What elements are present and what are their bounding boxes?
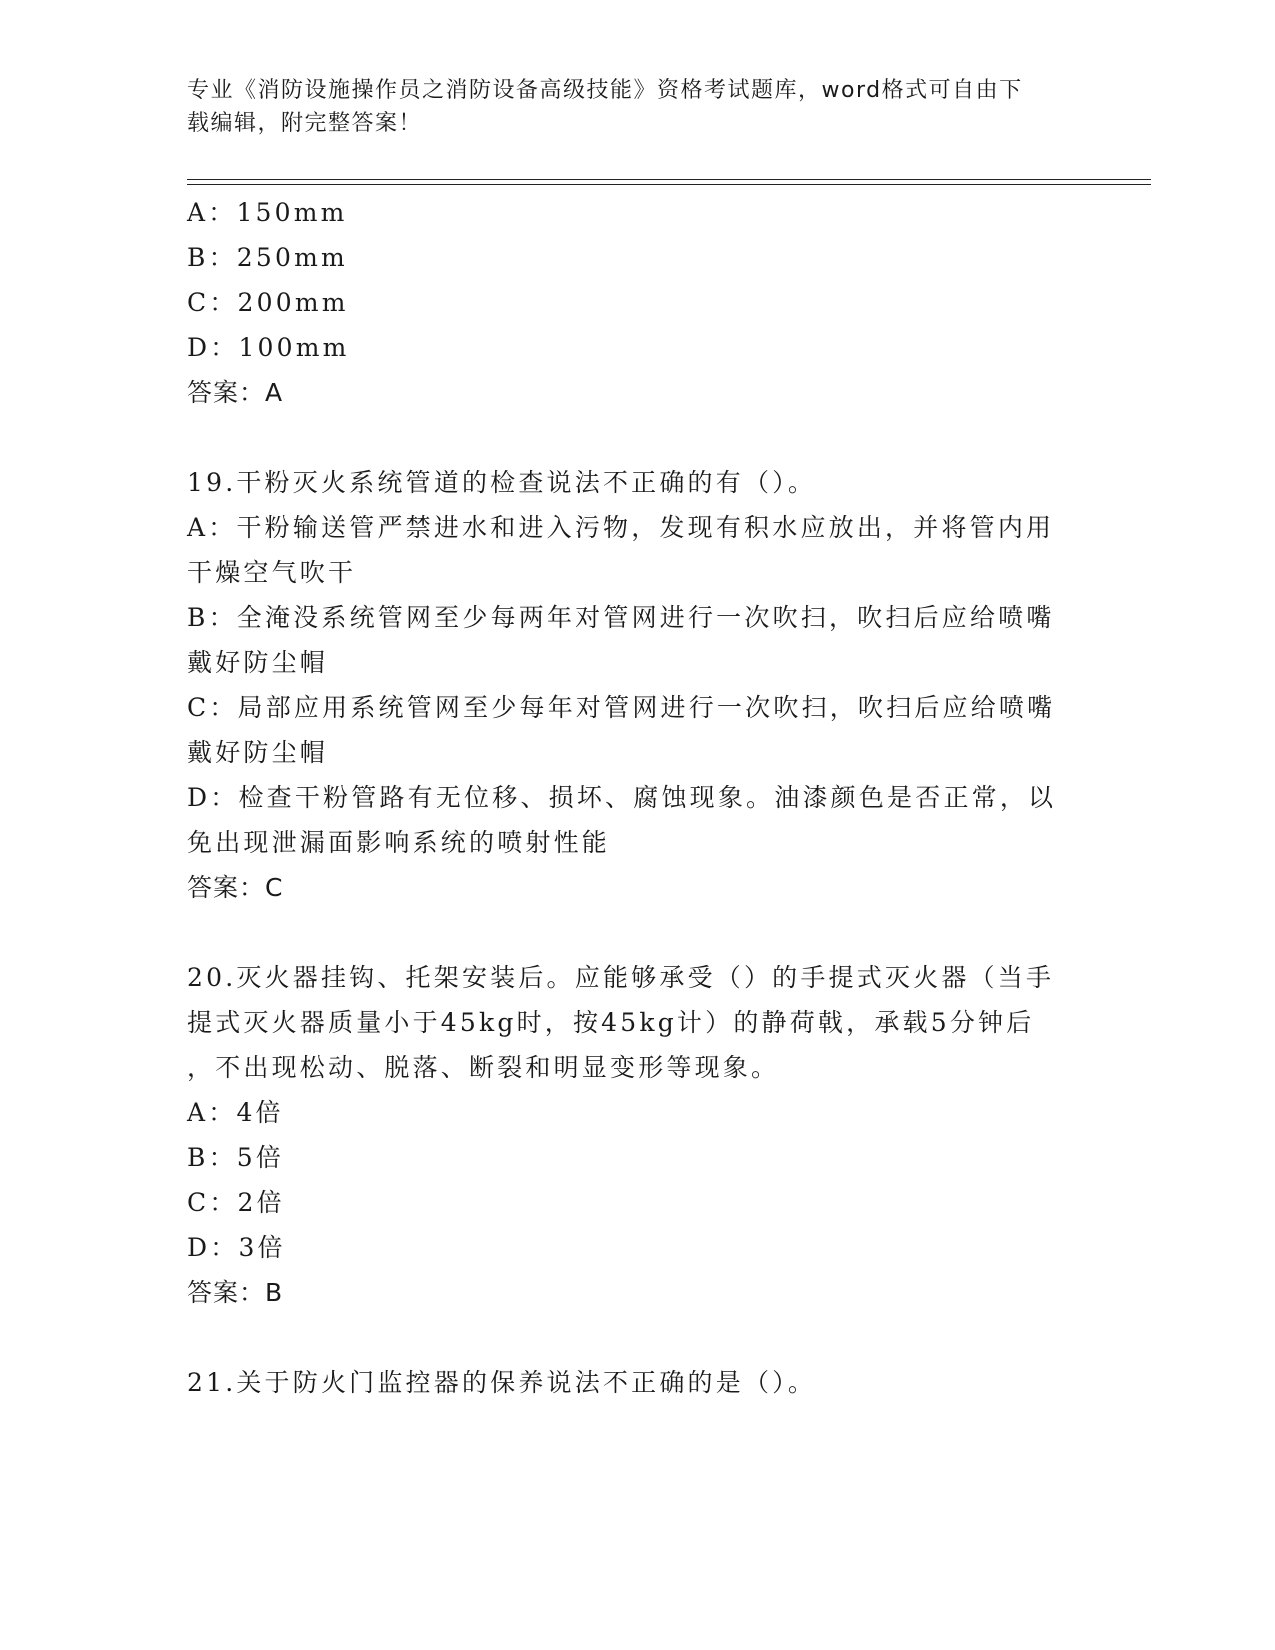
option-b-continued: 戴好防尘帽	[187, 648, 329, 677]
option-a: A：4倍	[187, 1098, 284, 1127]
option-c: C：200mm	[187, 288, 349, 317]
question-stem: 20.灭火器挂钩、托架安装后。应能够承受（）的手提式灭火器（当手	[187, 963, 1055, 992]
question-stem-continued: 提式灭火器质量小于45kg时，按45kg计）的静荷戟，承载5分钟后	[187, 1008, 1035, 1037]
header-line-2: 载编辑，附完整答案！	[187, 111, 423, 136]
spacer	[187, 1315, 1087, 1360]
question-18	[187, 190, 1087, 415]
option-c: C：2倍	[187, 1188, 285, 1217]
option-b: B：全淹没系统管网至少每两年对管网进行一次吹扫，吹扫后应给喷嘴	[187, 603, 1055, 632]
option-d: D：检查干粉管路有无位移、损坏、腐蚀现象。油漆颜色是否正常，以	[187, 783, 1057, 812]
option-d: D：3倍	[187, 1233, 286, 1262]
option-d-continued: 免出现泄漏面影响系统的喷射性能	[187, 828, 611, 857]
option-c: C：局部应用系统管网至少每年对管网进行一次吹扫，吹扫后应给喷嘴	[187, 693, 1056, 722]
header-divider-top	[187, 179, 1151, 180]
spacer	[187, 415, 1087, 460]
option-b: B：5倍	[187, 1143, 285, 1172]
spacer	[187, 910, 1087, 955]
question-stem-continued: ，不出现松动、脱落、断裂和明显变形等现象。	[187, 1053, 780, 1082]
question-stem: 21.关于防火门监控器的保养说法不正确的是（）。	[187, 1368, 817, 1397]
question-list	[187, 190, 1087, 1405]
question-21	[187, 1360, 1087, 1405]
question-20	[187, 955, 1087, 1315]
option-b: B：250mm	[187, 243, 348, 272]
question-19	[187, 460, 1087, 910]
header-line-1: 专业《消防设施操作员之消防设备高级技能》资格考试题库，word格式可自由下	[187, 78, 1023, 103]
answer: 答案：B	[187, 1278, 284, 1307]
answer: 答案：C	[187, 873, 284, 902]
question-stem: 19.干粉灭火系统管道的检查说法不正确的有（）。	[187, 468, 817, 497]
header-divider-bottom	[187, 184, 1151, 185]
option-a: A：干粉输送管严禁进水和进入污物，发现有积水应放出，并将管内用	[187, 513, 1055, 542]
option-a-continued: 干燥空气吹干	[187, 558, 357, 587]
document-header	[187, 74, 1087, 140]
answer: 答案：A	[187, 378, 284, 407]
option-c-continued: 戴好防尘帽	[187, 738, 329, 767]
option-a: A：150mm	[187, 198, 348, 227]
option-d: D：100mm	[187, 333, 350, 362]
